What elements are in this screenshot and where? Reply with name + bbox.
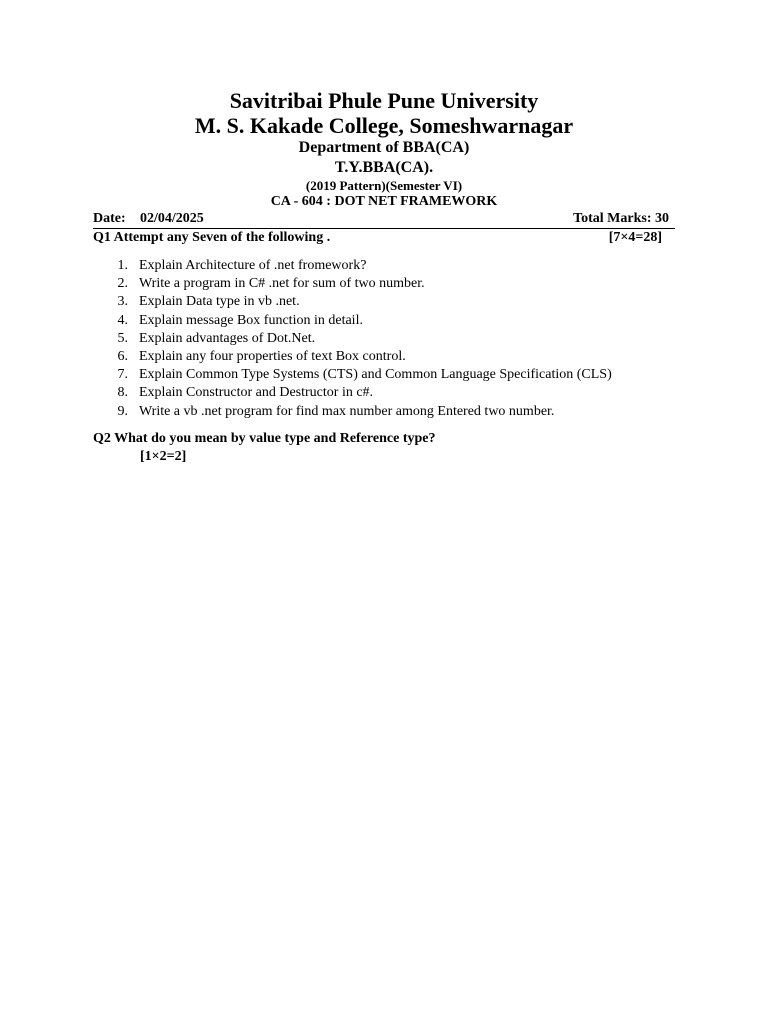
item-number: 8. [117, 385, 128, 401]
item-text: Explain Data type in vb .net. [139, 294, 300, 310]
list-item [106, 312, 706, 330]
question-1-marks: [7×4=28] [608, 230, 662, 245]
item-number: 5. [117, 330, 128, 346]
item-number: 1. [117, 258, 128, 273]
list-item [106, 330, 706, 348]
item-number: 7. [117, 367, 128, 383]
question-1-list [106, 257, 706, 421]
college-name: M. S. Kakade College, Someshwarnagar [194, 113, 574, 138]
total-marks: Total Marks: 30 [573, 211, 669, 226]
question-2-title: Q2 What do you mean by value type and Reference type? [93, 431, 436, 446]
class-name: T.Y.BBA(CA). [334, 159, 434, 176]
university-name: Savitribai Phule Pune University [229, 88, 539, 113]
item-text: Explain Constructor and Destructor in c#. [139, 385, 374, 401]
header-divider [93, 228, 675, 229]
item-text: Explain Architecture of .net fromework? [139, 258, 367, 273]
exam-info-row [93, 211, 669, 228]
item-number: 3. [117, 294, 128, 310]
item-text: Explain any four properties of text Box control. [139, 348, 406, 364]
item-number: 9. [117, 403, 128, 419]
list-item [106, 275, 706, 293]
item-number: 4. [117, 312, 128, 328]
item-text: Explain message Box function in detail. [139, 312, 363, 328]
item-text: Explain Common Type Systems (CTS) and Common Language Specification (CLS) [139, 367, 612, 383]
pattern-semester: (2019 Pattern)(Semester VI) [305, 178, 463, 193]
list-item [106, 348, 706, 366]
subject-title: CA - 604 : DOT NET FRAMEWORK [270, 194, 498, 209]
item-text: Explain advantages of Dot.Net. [139, 330, 316, 346]
list-item [106, 384, 706, 402]
item-text: Write a program in C# .net for sum of two number. [139, 276, 425, 292]
question-1-heading [93, 230, 662, 247]
item-text: Write a vb .net program for find max number among Entered two number. [139, 403, 555, 419]
list-item [106, 257, 706, 275]
date-label: Date: [93, 211, 126, 226]
item-number: 6. [117, 348, 128, 364]
list-item [106, 293, 706, 311]
question-1-title: Q1 Attempt any Seven of the following . [93, 230, 331, 245]
item-number: 2. [117, 276, 128, 292]
department-name: Department of BBA(CA) [298, 139, 470, 156]
list-item [106, 366, 706, 384]
date-value: 02/04/2025 [140, 211, 204, 226]
question-2-marks: [1×2=2] [140, 449, 187, 464]
list-item [106, 403, 706, 421]
